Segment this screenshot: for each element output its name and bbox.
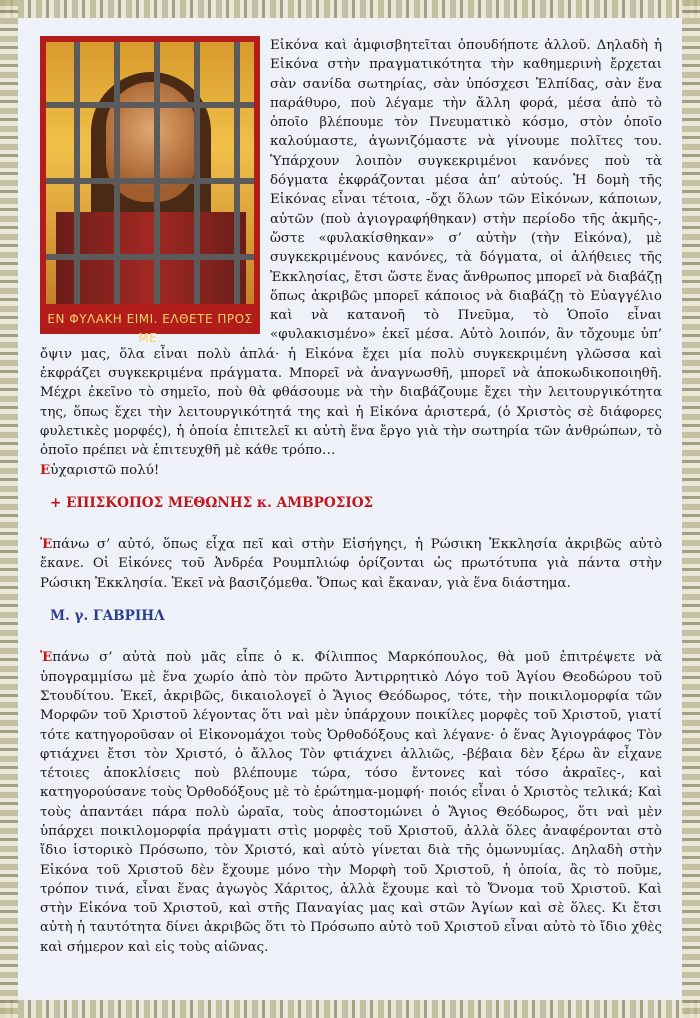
decorative-border-top (0, 0, 700, 18)
paragraph-3-initial: Ἐ (40, 649, 53, 666)
paragraph-2-text: πάνω σ’ αὐτό, ὅπως εἶχα πεῖ καὶ στὴν Εἰσήγηςι, ἡ Ρώσικη Ἐκκλησία ἀκριβῶς αὐτὸ ἔκανε. Οἱ Εἰκόνες τοῦ Ἀνδρέα Ρουμπλιώφ ὁρίζονται ὡς πρωτότυπα γιὰ πάντα στὴν Ρώσικη Ἐκκλησία. Ἐκεῖ νὰ βασιζόμεθα. Ὅπως καὶ ἔκαναν, γιὰ ἕνα διάστημα. (40, 537, 662, 591)
prison-bars-icon (46, 42, 254, 304)
paragraph-2 (40, 535, 662, 593)
paragraph-1: Εἰκόνα καὶ ἀμφισβητεῖται ὁπουδήποτε ἀλλοῦ. Δηλαδὴ ἡ Εἰκόνα στὴν πραγματικότητα τὴν καθημερινὴ ἔρχεται σὰν σανίδα σωτηρίας, σὰν ὑπόσχεσι Ἐλπίδας, σὰν ἕνα παράθυρο, ποὺ λέγαμε τὴν ἄλλη φορά, μέσα ἀπὸ τὸ ὁποῖο βλέπουμε τὸν Πνευματικὸ κόσμο, στὸν ὁποῖο καλούμαστε, ἀγωνιζόμαστε νὰ γίνουμε πολῖτες του. Ὑπάρχουν λοιπὸν συγκεκριμένοι κανόνες ποὺ τὰ δόγματα ἐκφράζονται μέσα ἀπ’ αὐτούς. Ἡ δομὴ τῆς Εἰκόνας εἶναι τέτοια, -ὄχι ὅλων τῶν Εἰκόνων, κάποιων, αὐτῶν (ποὺ ἁγιογραφήθηκαν) στὴν περίοδο τῆς ἀκμῆς-, ὥστε «φυλακίσθηκαν» σ’ αὐτὴν (τὴν Εἰκόνα), μὲ συγκεκριμένους κανόνες, τὰ δόγματα, οἱ ἀλήθειες τῆς Ἐκκλησίας, ἔτσι ὥστε ἕνας ἄνθρωπος μπορεῖ νὰ διαβάζῃ ὅπως ἀκριβῶς μπορεῖ κάποιος νὰ διαβάζῃ τὸ Εὐαγγέλιο καὶ νὰ κατανοῆ τὸ Πνεῦμα, τὸ Ὁποῖο εἶναι «φυλακισμένο» ἐκεῖ μέσα. Αὐτὸ λοιπόν, ἂν τὄχουμε ὑπ’ ὄψιν μας, ὅλα εἶναι πολὺ ἁπλά· ἡ Εἰκόνα ἔχει μία πολὺ συγκεκριμένη γλῶσσα καὶ ἐκφράζει συγκεκριμένα πράγματα. Μπορεῖ νὰ ἀναγνωσθῆ, μπορεῖ νὰ ἀποκωδικοποιηθῆ. Μέχρι ἐκεῖνο τὸ σημεῖο, ποὺ θὰ φθάσουμε νὰ τὴν διαβάζουμε ἔχει τὴν λειτουργικότητα της, ὅπως ἔχει τὴν λειτουργικότητά της καὶ ἡ Εἰκόνα ἀριστερά, (ὁ Χριστὸς σὲ διάφορες φυλετικὲς μορφές), ἡ ὁποία ἐπιτελεῖ κι αὐτὴ ἕνα ἔργο γιὰ τὴν σωτηρία τῶν ἀνθρώπων, τὸ ὁποῖο πρέπει νὰ ἐπιτευχθῆ μὲ κάθε τρόπο… (40, 38, 662, 459)
thanks-text: ὐχαριστῶ πολύ! (50, 462, 160, 478)
christ-icon-image (40, 36, 260, 346)
speaker-heading-2: Μ. γ. ΓΑΒΡΙΗΛ (50, 608, 165, 625)
decorative-border-bottom (0, 1000, 700, 1018)
decorative-border-left (0, 0, 18, 1018)
thanks-line (40, 461, 662, 480)
thanks-initial: Ε (40, 461, 51, 478)
decorative-border-right (682, 0, 700, 1018)
speaker-heading-1: + ΕΠΙΣΚΟΠΟΣ ΜΕΘΩΝΗΣ κ. ΑΜΒΡΟΣΙΟΣ (50, 494, 374, 511)
paragraph-3 (40, 648, 662, 957)
paragraph-3-text: πάνω σ’ αὐτὰ ποὺ μᾶς εἶπε ὁ κ. Φίλιππος Μαρκόπουλος, θὰ μοῦ ἐπιτρέψετε νὰ ὑπογραμμίσω μὲ ἕνα χωρίο ἀπὸ τὸν πρῶτο Ἀντιρρητικὸ Λόγο τοῦ Ἁγίου Θεοδώρου τοῦ Στουδίτου. Ἐκεῖ, ἀκριβῶς, δικαιολογεῖ ὁ Ἅγιος Θεόδωρος, τότε, τὴν ποικιλομορφία τῶν Μορφῶν τοῦ Χριστοῦ λέγοντας ὅτι ναὶ μὲν ὑπάρχουν ποικίλες μορφὲς τοῦ Χριστοῦ, γιατί τότε κατηγοροῦσαν οἱ Εἰκονομάχοι τοὺς Ὀρθοδόξους καὶ λέγανε· ὁ ἕνας Ἁγιογράφος Τὸν φτιάχνει ἔτσι τὸν Χριστό, ὁ ἄλλος Τὸν φτιάχνει ἀλλιῶς, -βέβαια δὲν ξέρω ἂν εἶχανε τέτοιες ἀποκλίσεις ποὺ βλέπουμε τώρα, τόσο ἔντονες καὶ τόσο ἀκραῖες-, καὶ κατηγορούσανε τοὺς Ὀρθοδόξους μὲ τὸ ἐρώτημα-μομφή· ποιός εἶναι ὁ Χριστὸς τελικά; Καὶ τοὺς ἀπαντάει πάρα πολὺ ὡραῖα, τοὺς ἀποστομώνει ὁ Ἅγιος Θεόδωρος, ὅτι ναὶ μὲν ὑπάρχει ποικιλομορφία πράγματι στὶς μορφὲς τοῦ Χριστοῦ, ἀλλὰ ὅλες ἀναφέρονται στὸ ἴδιο ἱστορικὸ Πρόσωπο, τὸν Χριστό, καὶ αὐτὸ γίνεται διὰ τῆς ὁμωνυμίας. Δηλαδὴ στὴν Εἰκόνα τοῦ Χριστοῦ δὲν ἔχουμε μόνο τὴν Μορφὴ τοῦ Χριστοῦ, ἡ ὁποία, ἂς τὸ ποῦμε, τρόπον τινά, εἶναι ἕνας ἀγωγὸς Χάριτος, ἀλλὰ ἔχουμε καὶ τὸ Ὄνομα τοῦ Χριστοῦ. Καὶ στὴν Εἰκόνα τοῦ Χριστοῦ, καὶ στῆς Παναγίας μας καὶ στῶν Ἁγίων καὶ σὲ ὅλες. Κι ἔτσι αὐτὴ ἡ ταυτότητα δίνει ἀκριβῶς ὅτι τὸ Πρόσωπο αὐτὸ τοῦ Χριστοῦ εἶναι αὐτὸ τὸ ἴδιο χθὲς καὶ σήμερον καὶ εἰς τοὺς αἰῶνας. (40, 650, 662, 955)
article-body (40, 36, 662, 957)
paragraph-2-initial: Ἐ (40, 536, 53, 553)
icon-caption: ΕΝ ΦΥΛΑΚΗ ΕΙΜΙ. ΕΛΘΕΤΕ ΠΡΟΣ ΜΕ. (47, 312, 253, 346)
icon-painting (46, 42, 254, 304)
